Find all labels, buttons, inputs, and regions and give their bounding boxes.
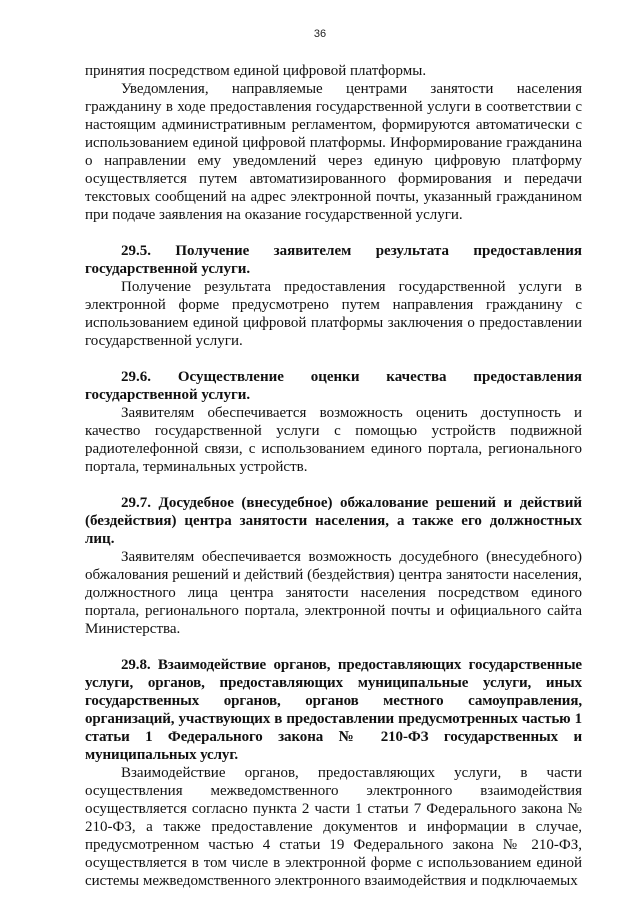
document-body [85, 62, 582, 890]
paragraph-result-receipt: Получение результата предоставления государственной услуги в электронной форме предусмотрено путем направления гражданину с использованием единой цифровой платформы заключения о предоставлении государственной услуги. [85, 279, 582, 349]
paragraph-notifications: Уведомления, направляемые центрами занятости населения гражданину в ходе предоставления государственной услуги в соответствии с настоящим административным регламентом, формируются автоматически с использованием единой цифровой платформы. Информирование гражданина о направлении ему уведомлений через единую цифровую платформу осуществляется путем автоматизированного формирования и передачи текстовых сообщений на адрес электронной почты, указанный гражданином при подаче заявления на оказание государственной услуги. [85, 81, 582, 223]
page-number: 36 [313, 28, 327, 40]
paragraph-continuation: принятия посредством единой цифровой платформы. [85, 63, 427, 79]
section-heading-29-6: 29.6. Осуществление оценки качества предоставления государственной услуги. [85, 369, 582, 403]
section-heading-29-5: 29.5. Получение заявителем результата предоставления государственной услуги. [85, 243, 582, 277]
paragraph-interaction: Взаимодействие органов, предоставляющих услуги, в части осуществления межведомственного электронного взаимодействия осуществляется согласно пункта 2 части 1 статьи 7 Федерального закона № 210-ФЗ, а также предоставление документов и информации в случае, предусмотренном частью 4 статьи 19 Федерального закона № 210-ФЗ, осуществляется в том числе в электронной форме с использованием единой системы межведомственного электронного взаимодействия и подключаемых [85, 765, 582, 889]
paragraph-quality-evaluation: Заявителям обеспечивается возможность оценить доступность и качество государственной услуги с помощью устройств подвижной радиотелефонной связи, с использованием единого портала, регионального портала, терминальных устройств. [85, 405, 582, 475]
section-heading-29-8: 29.8. Взаимодействие органов, предоставляющих государственные услуги, органов, предоставляющих муниципальные услуги, иных государственных органов, органов местного самоуправления, организаций, участвующих в предоставлении предусмотренных частью 1 статьи 1 Федерального закона № 210-ФЗ государственных и муниципальных услуг. [85, 657, 582, 763]
paragraph-appeal: Заявителям обеспечивается возможность досудебного (внесудебного) обжалования решений и действий (бездействия) центра занятости населения, должностного лица центра занятости населения посредством единого портала, регионального портала, электронной почты и официального сайта Министерства. [85, 549, 582, 637]
section-heading-29-7: 29.7. Досудебное (внесудебное) обжалование решений и действий (бездействия) центра занятости населения, а также его должностных лиц. [85, 495, 582, 547]
